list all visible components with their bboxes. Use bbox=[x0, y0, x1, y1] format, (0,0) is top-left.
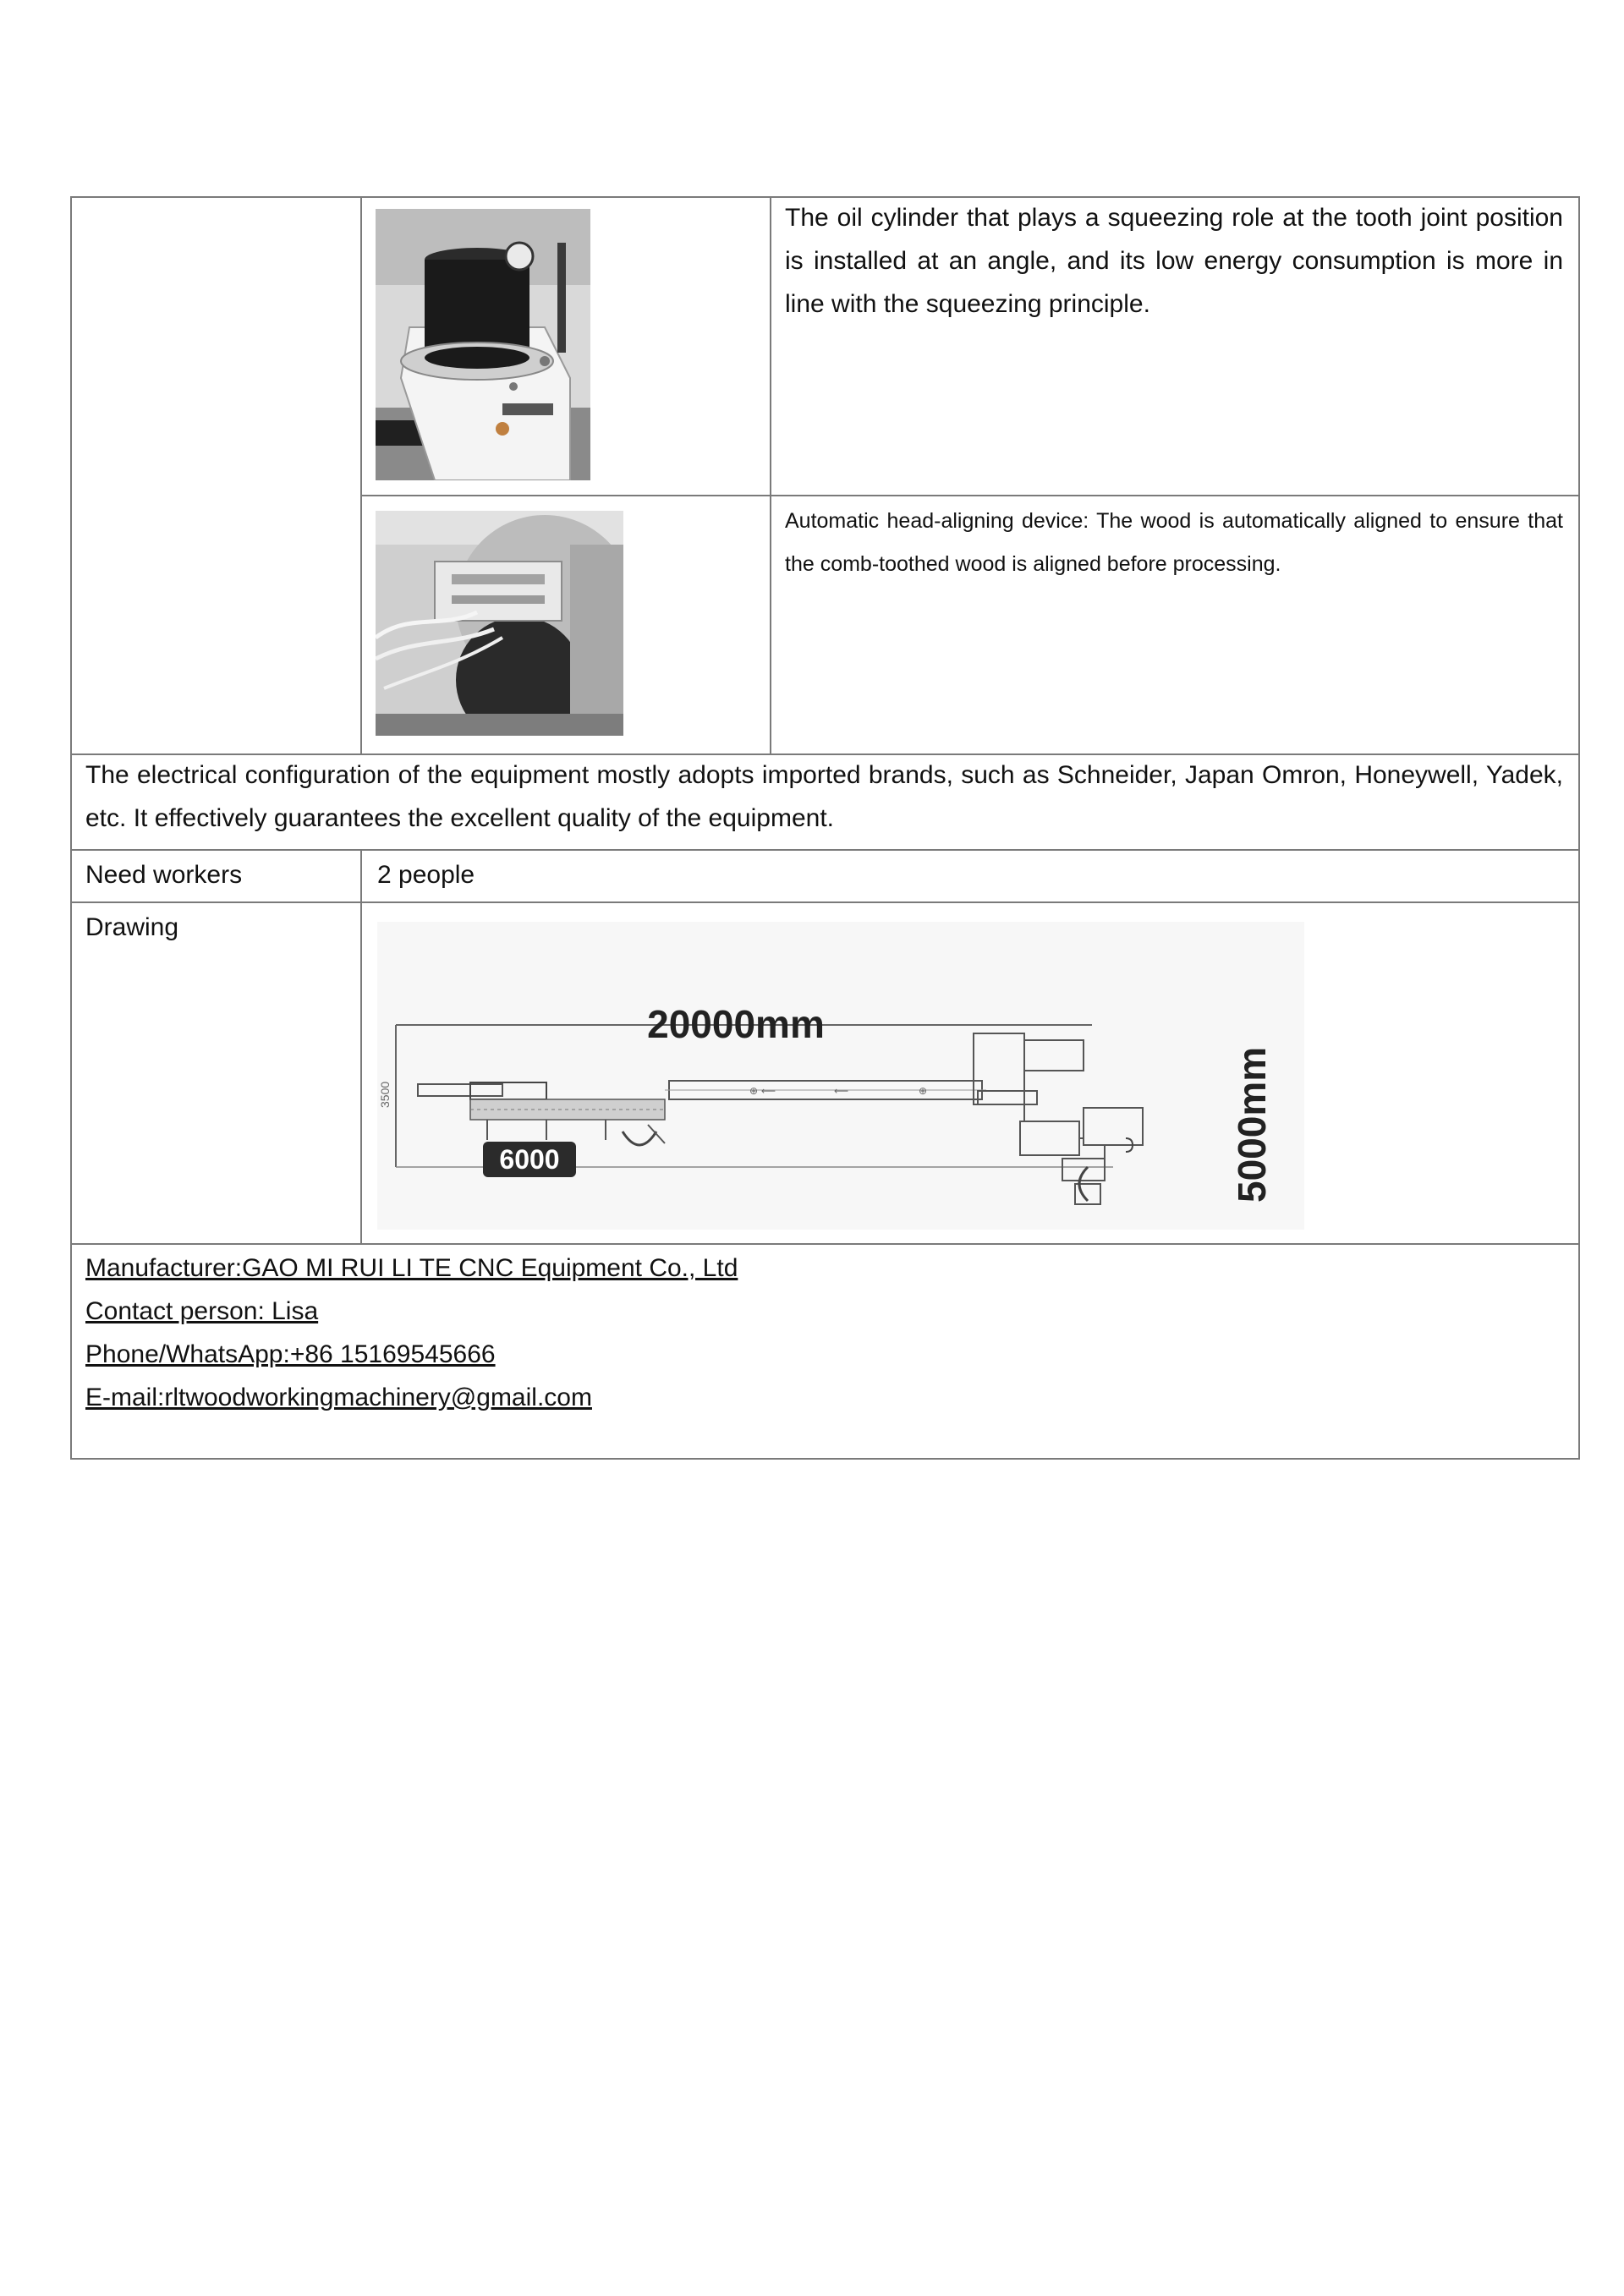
column-divider-1-bottom bbox=[360, 849, 362, 1245]
oil-cylinder-description: The oil cylinder that plays a squeezing role at the tooth joint position is installed at an angle, and its low energy consumption is more in line with the squeezing principle. bbox=[785, 204, 1563, 318]
manufacturer-link[interactable]: Manufacturer:GAO MI RUI LI TE CNC Equipment Co., Ltd bbox=[85, 1254, 738, 1282]
svg-text:⊕ ⟵: ⊕ ⟵ bbox=[749, 1085, 776, 1097]
contact-person-link[interactable]: Contact person: Lisa bbox=[85, 1297, 319, 1325]
drawing-width-label: 5000mm bbox=[1230, 1046, 1274, 1203]
phone-link[interactable]: Phone/WhatsApp:+86 15169545666 bbox=[85, 1340, 496, 1368]
need-workers-value: 2 people bbox=[377, 861, 475, 889]
row-divider-inner bbox=[361, 495, 1580, 496]
column-divider-1-top bbox=[360, 196, 362, 755]
table-border-left bbox=[70, 196, 72, 1460]
table-border-right bbox=[1578, 196, 1580, 1460]
head-aligning-description: Automatic head-aligning device: The wood is automatically aligned to ensure that the comb-toothed wood is aligned before processing. bbox=[785, 509, 1563, 576]
drawing-label: Drawing bbox=[85, 913, 179, 941]
table-border-bottom bbox=[70, 1458, 1580, 1460]
electrical-configuration-text: The electrical configuration of the equipment mostly adopts imported brands, such as Schneider, Japan Omron, Honeywell, Yadek, etc. It effectively guarantees the excellent quality of the equipment. bbox=[85, 761, 1563, 832]
oil-cylinder-photo bbox=[376, 209, 590, 480]
need-workers-label: Need workers bbox=[85, 861, 243, 889]
layout-drawing bbox=[377, 922, 1304, 1230]
email-link[interactable]: E-mail:rltwoodworkingmachinery@gmail.com bbox=[85, 1384, 592, 1411]
head-aligning-device-photo bbox=[376, 511, 623, 736]
row-divider-workers-top bbox=[70, 849, 1580, 851]
row-divider-contact-top bbox=[70, 1243, 1580, 1245]
svg-text:⊕: ⊕ bbox=[919, 1085, 928, 1097]
row-divider-drawing-top bbox=[70, 901, 1580, 903]
drawing-length-label: 20000mm bbox=[647, 1002, 825, 1046]
drawing-section-label: 6000 bbox=[499, 1144, 560, 1175]
svg-text:⟵: ⟵ bbox=[834, 1085, 849, 1097]
drawing-side-label: 3500 bbox=[378, 1081, 392, 1108]
column-divider-2 bbox=[770, 196, 771, 755]
